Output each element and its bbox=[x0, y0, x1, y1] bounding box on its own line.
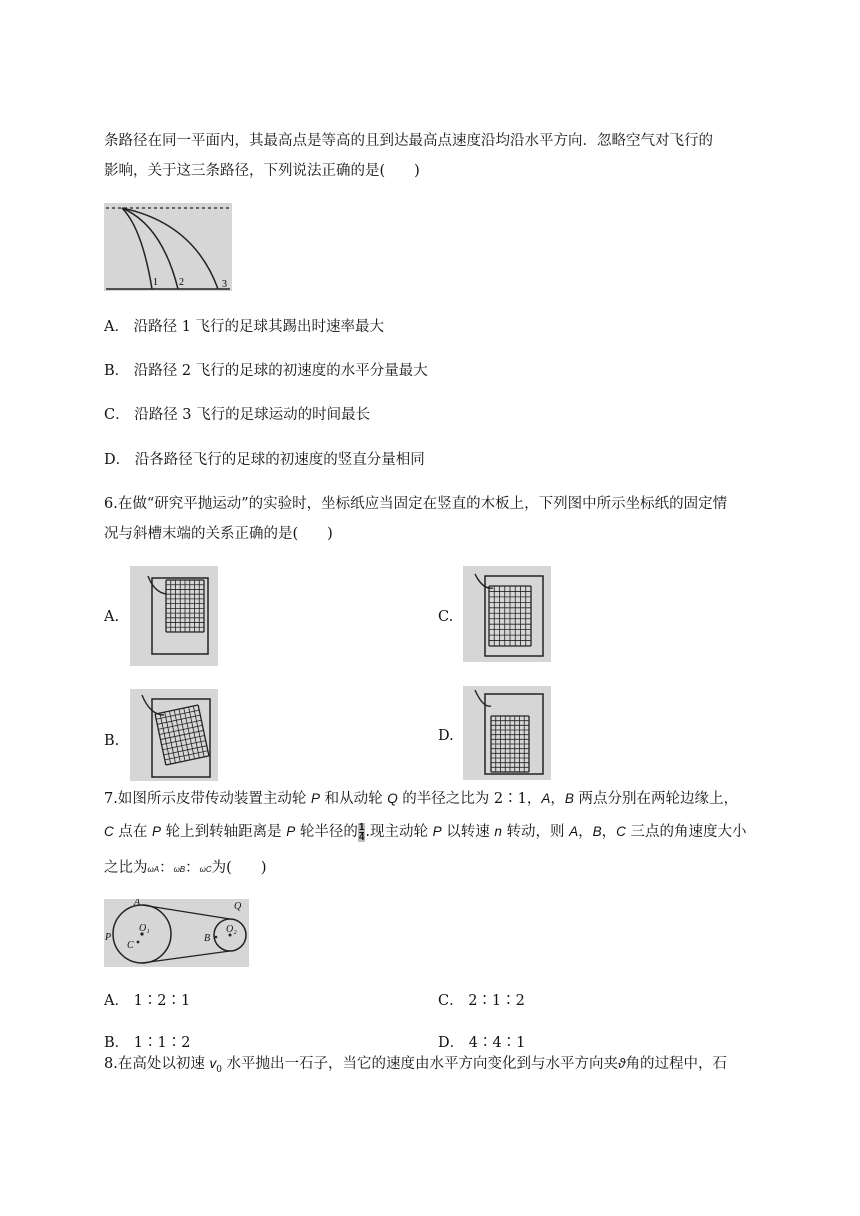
fraction-one-quarter: $\frac{1}{4}$ bbox=[358, 821, 365, 843]
q7-text-line2: C 点在 P 轮上到转轴距离是 P 轮半径的 $\frac{1}{4}$ .现主动轮 P 以转速 n 转动，则 A，B，C 三点的角速度大小 bbox=[104, 821, 747, 843]
q7-text-line1: 7.如图所示皮带传动装置主动轮 P 和从动轮 Q 的半径之比为 2∶1，A，B 两点分别在两轮边缘上， bbox=[104, 791, 739, 807]
label-B: B bbox=[204, 933, 211, 944]
grid-diagram-a bbox=[130, 566, 218, 666]
graph-paper-grid bbox=[489, 586, 531, 646]
path-label-2: 2 bbox=[179, 277, 184, 288]
q6-label-a: A. bbox=[104, 609, 120, 625]
q5-option-a: A． 沿路径 1 飞行的足球其踢出时速率最大 bbox=[104, 319, 385, 335]
path-label-1: 1 bbox=[153, 277, 158, 288]
q6-label-d: D. bbox=[438, 728, 454, 744]
label-C: C bbox=[127, 940, 134, 951]
label-O2: O₂ bbox=[226, 924, 237, 935]
graph-paper-grid bbox=[155, 705, 209, 765]
label-O1: O₁ bbox=[139, 923, 150, 934]
graph-paper-grid bbox=[166, 580, 204, 632]
grid-diagram-b bbox=[130, 689, 218, 781]
q6-figure-c bbox=[463, 566, 551, 662]
label-P: P bbox=[105, 932, 112, 943]
q6-text-line2: 况与斜槽末端的关系正确的是( ) bbox=[104, 526, 333, 542]
q6-label-c: C. bbox=[438, 609, 454, 625]
label-A: A bbox=[134, 899, 141, 908]
q6-figure-a bbox=[130, 566, 218, 666]
q6-label-b: B. bbox=[104, 733, 120, 749]
q5-trajectory-figure bbox=[104, 203, 232, 291]
label-Q: Q bbox=[234, 901, 242, 912]
q6-figure-d bbox=[463, 686, 551, 780]
q7-option-d: D． 4∶4∶1 bbox=[438, 1035, 526, 1051]
q8-text-line1: 8.在高处以初速 $v_0$ 水平抛出一石子，当它的速度由水平方向变化到与水平方向夹ϑ角的过程中，石 bbox=[104, 1056, 727, 1075]
q6-figure-b bbox=[130, 689, 218, 781]
q7-text-line3: 之比为ωA：ωB：ωC为( ) bbox=[104, 860, 267, 876]
q7-option-c: C． 2∶1∶2 bbox=[438, 993, 525, 1009]
grid-diagram-d bbox=[463, 686, 551, 780]
q6-text-line1: 6.在做“研究平抛运动”的实验时，坐标纸应当固定在竖直的木板上，下列图中所示坐标纸的固定情 bbox=[104, 496, 728, 512]
graph-paper-grid bbox=[491, 716, 529, 772]
q5-text-line2: 影响，关于这三条路径，下列说法正确的是( ) bbox=[104, 163, 420, 179]
q5-option-d: D． 沿各路径飞行的足球的初速度的竖直分量相同 bbox=[104, 452, 425, 468]
path-label-3: 3 bbox=[222, 279, 227, 290]
q7-belt-drive-figure bbox=[104, 899, 249, 967]
grid-diagram-c bbox=[463, 566, 551, 662]
q5-option-b: B． 沿路径 2 飞行的足球的初速度的水平分量最大 bbox=[104, 363, 428, 379]
q5-text-line1: 条路径在同一平面内，其最高点是等高的且到达最高点速度沿均沿水平方向．忽略空气对飞行的 bbox=[104, 133, 713, 149]
q5-option-c: C． 沿路径 3 飞行的足球运动的时间最长 bbox=[104, 407, 371, 423]
q7-option-b: B． 1∶1∶2 bbox=[104, 1035, 191, 1051]
q7-option-a: A． 1∶2∶1 bbox=[104, 993, 191, 1009]
